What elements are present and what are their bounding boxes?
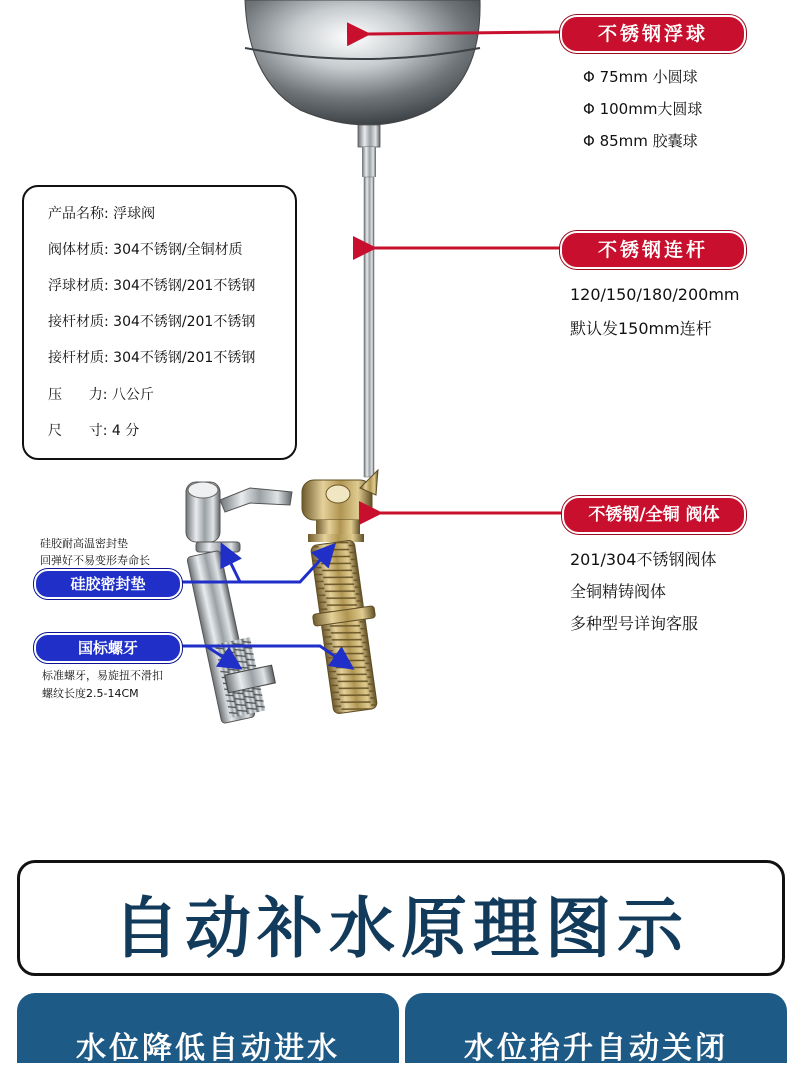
panel-water-low-label: 水位降低自动进水 bbox=[76, 1031, 340, 1066]
thread-note-1: 标准螺牙，易旋扭不滑扣 bbox=[42, 669, 163, 682]
info-line-body: 阀体材质: 304不锈钢/全铜材质 bbox=[48, 242, 243, 258]
panel-water-low bbox=[17, 993, 399, 1066]
panel-water-high-label: 水位抬升自动关闭 bbox=[464, 1031, 728, 1066]
float-ball-spec-3: Φ 85mm 胶囊球 bbox=[583, 132, 698, 150]
info-line-name: 产品名称: 浮球阀 bbox=[48, 206, 156, 222]
gasket-note-2: 回弹好不易变形寿命长 bbox=[40, 554, 150, 567]
info-line-pressure: 压 力: 八公斤 bbox=[48, 387, 154, 403]
section-title-box bbox=[17, 860, 785, 976]
gasket-tag: 硅胶密封垫 bbox=[34, 569, 182, 599]
panel-water-high bbox=[405, 993, 787, 1066]
rod-spec-2: 默认发150mm连杆 bbox=[570, 319, 712, 338]
product-info-box bbox=[22, 185, 297, 460]
valve-body-tag: 不锈钢/全铜 阀体 bbox=[562, 496, 746, 534]
thread-note-2: 螺纹长度2.5-14CM bbox=[42, 687, 139, 700]
info-line-ball: 浮球材质: 304不锈钢/201不锈钢 bbox=[48, 278, 256, 294]
float-ball-spec-2: Φ 100mm大圆球 bbox=[583, 100, 703, 118]
info-line-rod-1: 接杆材质: 304不锈钢/201不锈钢 bbox=[48, 314, 256, 330]
float-ball-spec-1: Φ 75mm 小圆球 bbox=[583, 68, 698, 86]
info-line-rod-2: 接杆材质: 304不锈钢/201不锈钢 bbox=[48, 350, 256, 366]
info-line-size: 尺 寸: 4 分 bbox=[48, 423, 140, 439]
float-ball-tag: 不锈钢浮球 bbox=[560, 15, 746, 53]
section-title: 自动补水原理图示 bbox=[113, 890, 689, 967]
rod-tag: 不锈钢连杆 bbox=[560, 231, 746, 269]
valve-body-spec-3: 多种型号详询客服 bbox=[570, 614, 699, 633]
rod-spec-1: 120/150/180/200mm bbox=[570, 285, 740, 304]
thread-tag: 国标螺牙 bbox=[34, 633, 182, 663]
valve-body-spec-1: 201/304不锈钢阀体 bbox=[570, 550, 717, 569]
gasket-note-1: 硅胶耐高温密封垫 bbox=[40, 537, 128, 550]
valve-body-spec-2: 全铜精铸阀体 bbox=[570, 582, 667, 601]
